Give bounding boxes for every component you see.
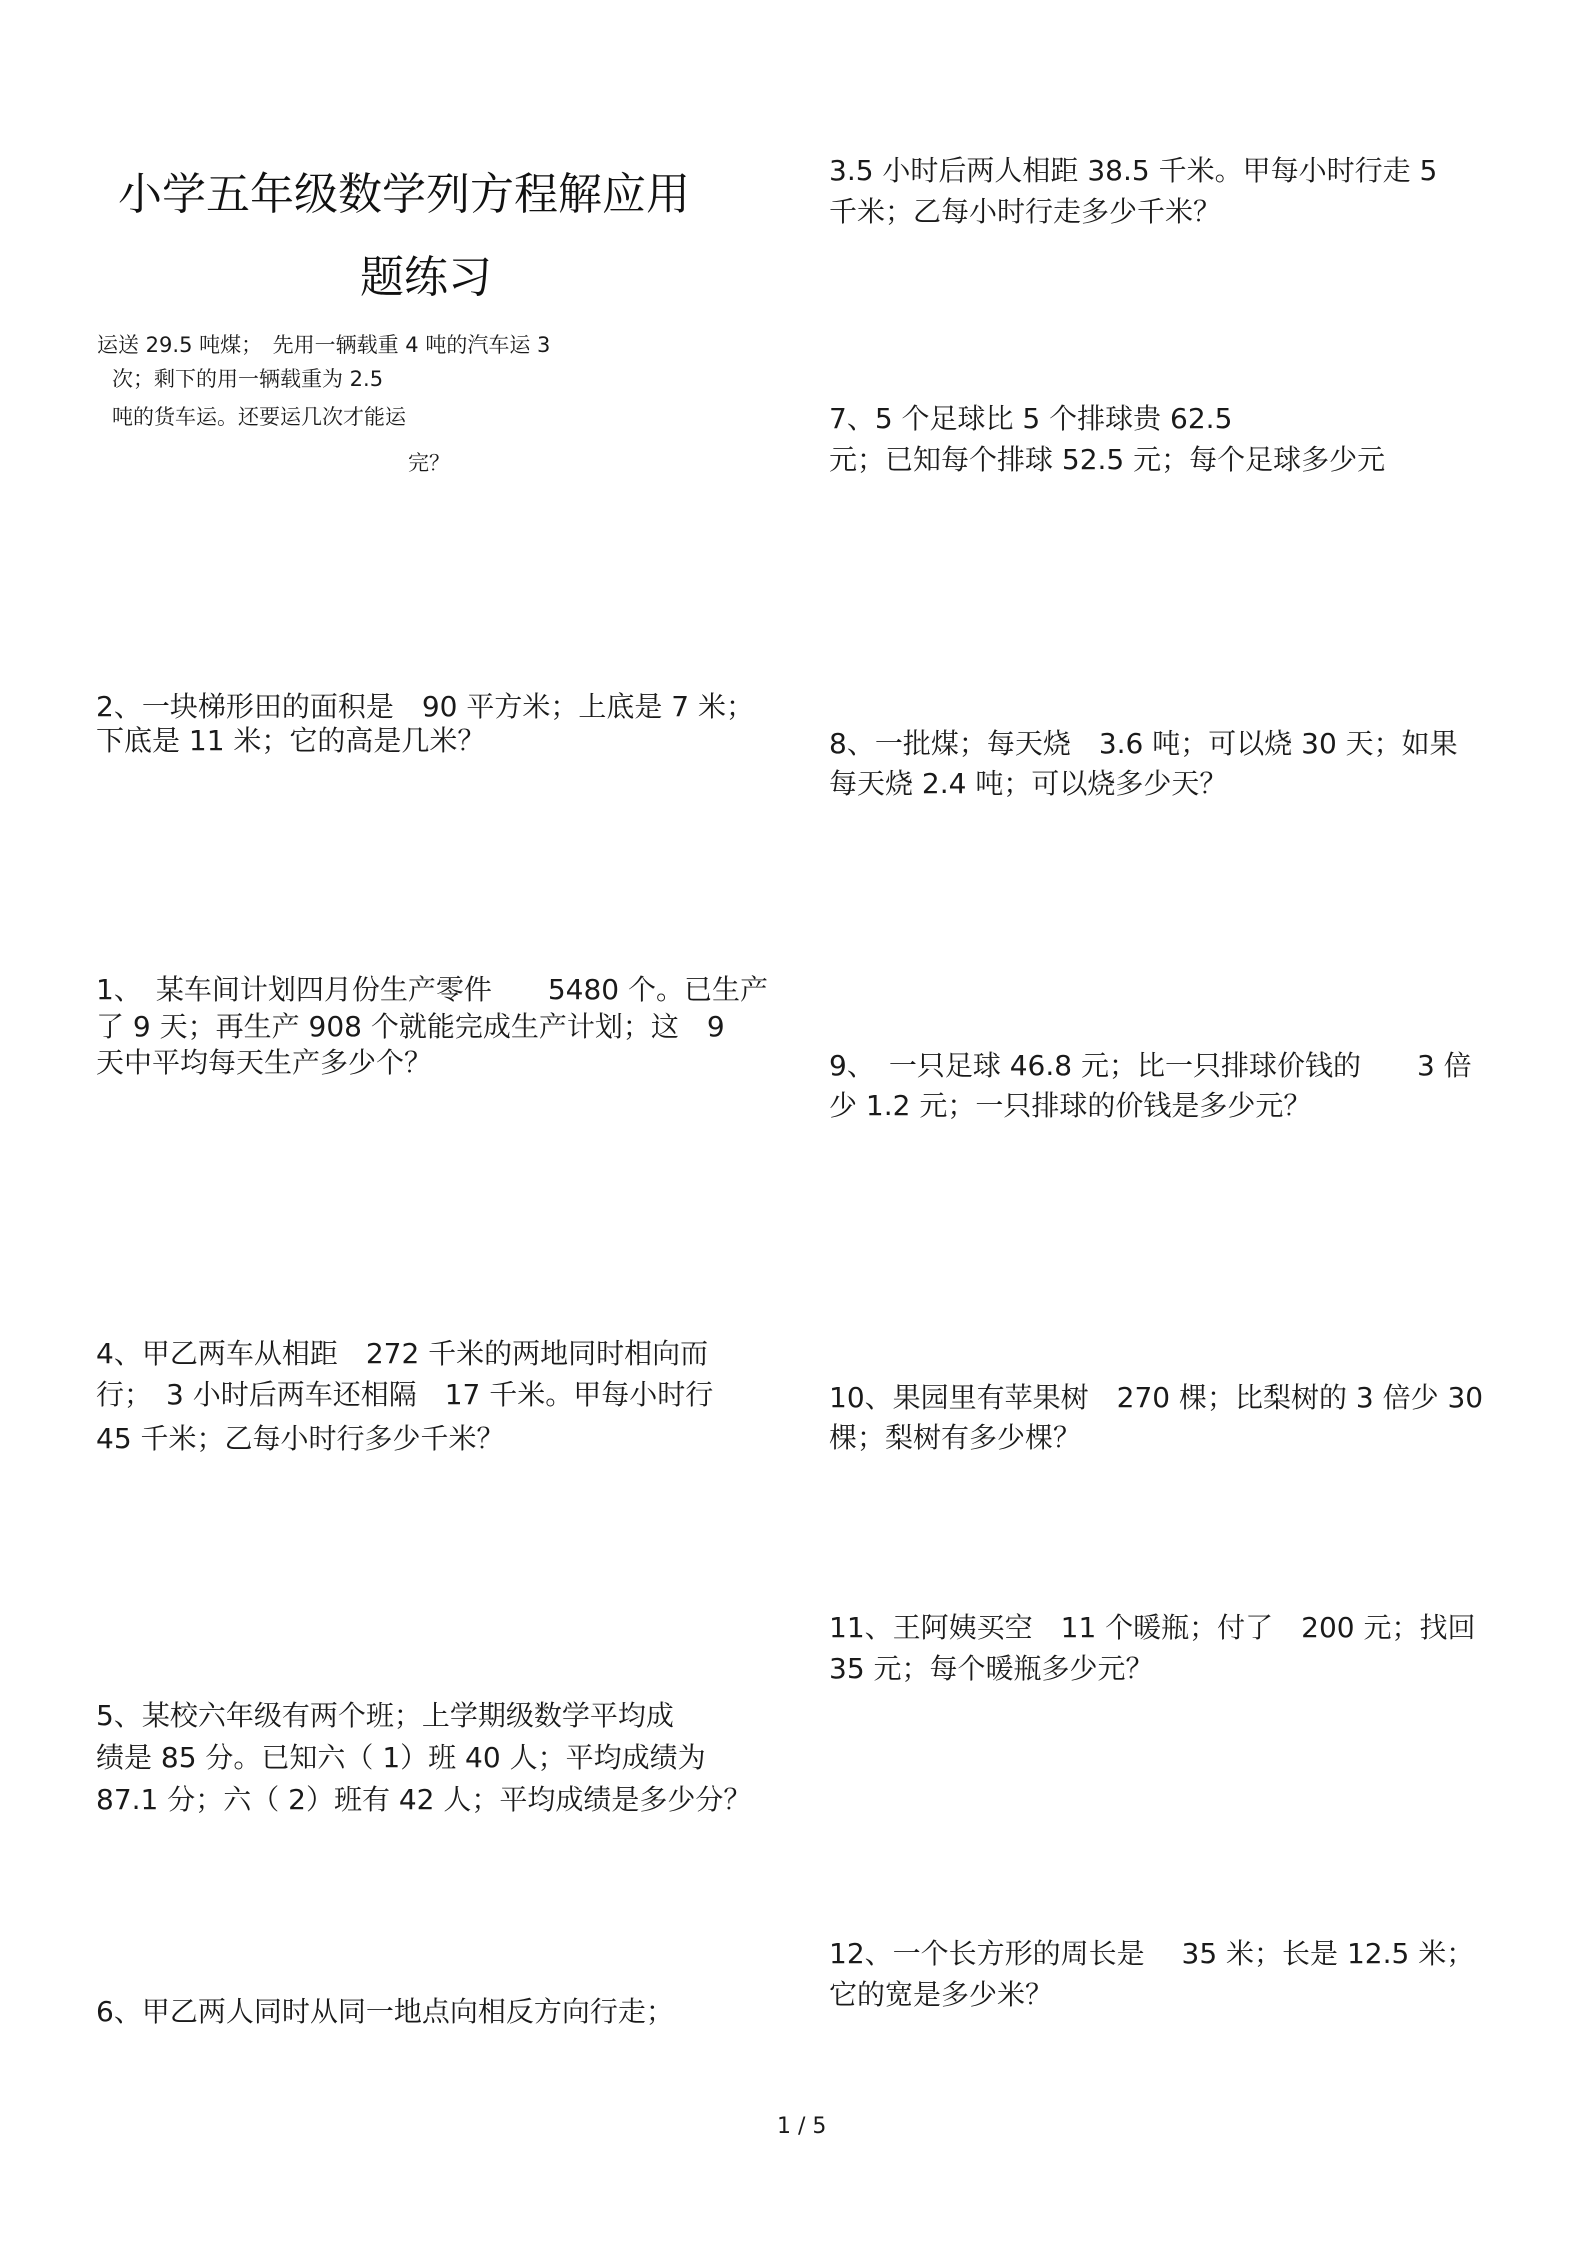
problem-line: 4、甲乙两车从相距 272 千米的两地同时相向而 (96, 1337, 709, 1370)
problem-line: 12、一个长方形的周长是 35 米；长是 12.5 米； (829, 1937, 1475, 1970)
problem-line: 天中平均每天生产多少个？ (96, 1046, 433, 1079)
problem-line: 7、5 个足球比 5 个排球贵 62.5 (829, 402, 1233, 435)
problem-line: 次；剩下的用一辆载重为 2.5 (112, 367, 384, 391)
problem-line: 吨的货车运。还要运几次才能运 (112, 405, 406, 429)
problem-line: 35 元；每个暖瓶多少元？ (829, 1652, 1154, 1685)
problem-line: 2、一块梯形田的面积是 90 平方米；上底是 7 米； (96, 690, 754, 723)
problem-line: 它的宽是多少米？ (829, 1978, 1054, 2011)
problem-line: 6、甲乙两人同时从同一地点向相反方向行走； (96, 1995, 674, 2028)
document-title-line-2: 题练习 (360, 252, 492, 303)
document-title-line-1: 小学五年级数学列方程解应用 (118, 169, 690, 220)
problem-line: 完？ (408, 451, 450, 475)
problem-line: 元；已知每个排球 52.5 元；每个足球多少元 (829, 443, 1386, 476)
problem-line: 11、王阿姨买空 11 个暖瓶；付了 200 元；找回 (829, 1611, 1476, 1644)
problem-line: 8、一批煤；每天烧 3.6 吨；可以烧 30 天；如果 (829, 727, 1458, 760)
problem-line: 少 1.2 元；一只排球的价钱是多少元？ (829, 1089, 1312, 1122)
problem-line: 10、果园里有苹果树 270 棵；比梨树的 3 倍少 30 (829, 1381, 1484, 1414)
problem-line: 1、 某车间计划四月份生产零件 5480 个。已生产 (96, 973, 768, 1006)
problem-line: 了 9 天；再生产 908 个就能完成生产计划；这 9 (96, 1010, 725, 1043)
problem-line: 千米；乙每小时行走多少千米？ (829, 195, 1222, 228)
problem-line: 绩是 85 分。已知六（ 1）班 40 人；平均成绩为 (96, 1741, 706, 1774)
problem-line: 运送 29.5 吨煤； 先用一辆载重 4 吨的汽车运 3 (97, 333, 551, 357)
problem-line: 5、某校六年级有两个班；上学期级数学平均成 (96, 1699, 674, 1732)
problem-line: 3.5 小时后两人相距 38.5 千米。甲每小时行走 5 (829, 154, 1438, 187)
page-number: 1 / 5 (777, 2114, 827, 2139)
problem-line: 下底是 11 米；它的高是几米？ (96, 724, 486, 757)
problem-line: 9、 一只足球 46.8 元；比一只排球价钱的 3 倍 (829, 1049, 1472, 1082)
problem-line: 棵；梨树有多少棵？ (829, 1421, 1082, 1454)
problem-line: 87.1 分；六（ 2）班有 42 人；平均成绩是多少分？ (96, 1783, 752, 1816)
problem-line: 45 千米；乙每小时行多少千米？ (96, 1422, 505, 1455)
problem-line: 每天烧 2.4 吨；可以烧多少天？ (829, 767, 1228, 800)
problem-line: 行； 3 小时后两车还相隔 17 千米。甲每小时行 (96, 1378, 714, 1411)
